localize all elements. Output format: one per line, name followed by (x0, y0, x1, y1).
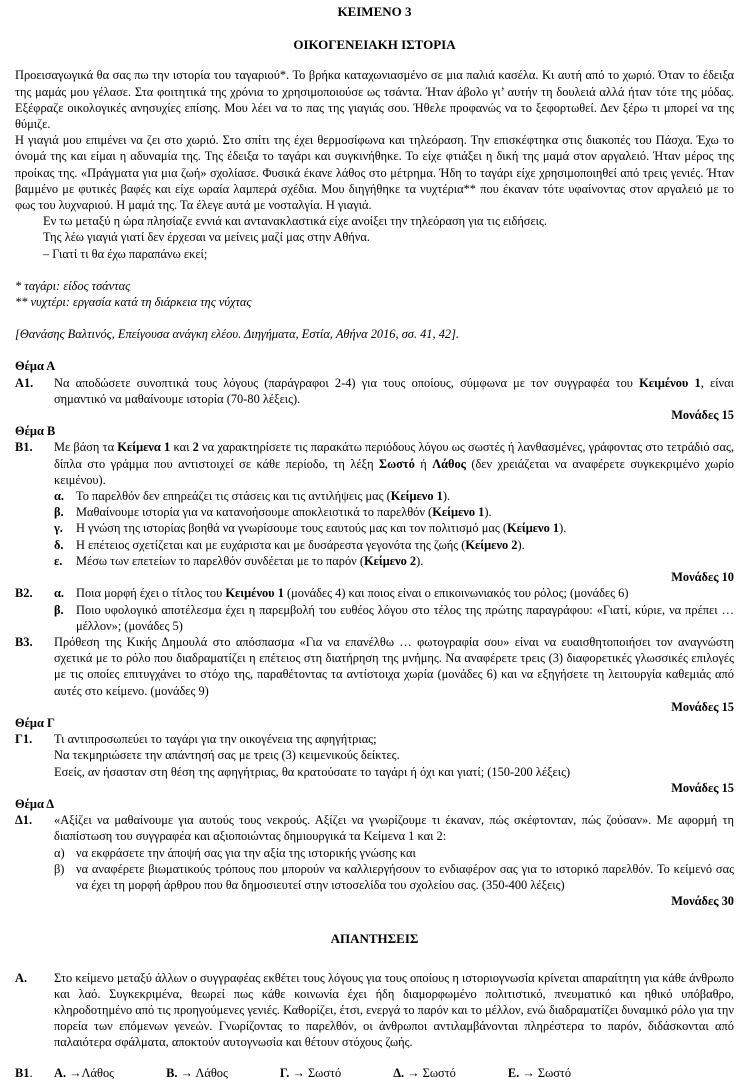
answer-number: Α. (15, 970, 28, 985)
dialogue-line-1: Εν τω μεταξύ η ώρα πλησίαζε εννιά και αντανακλαστικά είχε ανοίξει την τηλεόραση για τις ειδήσεις. (43, 214, 548, 229)
marks-label: Μονάδες 15 (671, 699, 734, 714)
dialogue-line-2: Της λέω γιαγιά γιατί δεν έρχεσαι να μείνεις μαζί μας στην Αθήνα. (43, 230, 370, 245)
answer-item: Δ. → Σωστό (393, 1065, 456, 1080)
answer-item: Α. →Λάθος (54, 1065, 115, 1080)
marks-label: Μονάδες 15 (671, 780, 734, 795)
question-text: Να αποδώσετε συνοπτικά τους λόγους (παράγραφοι 2-4) για τους οποίους, σύμφωνα με τον συγγραφέα του Κειμένου 1, είναι σημαντικό να μαθαίνουμε ιστορία (70-80 λέξεις). (54, 375, 734, 406)
story-heading: ΟΙΚΟΓΕΝΕΙΑΚΗ ΙΣΤΟΡΙΑ (293, 37, 456, 53)
list-item: α. Το παρελθόν δεν επηρεάζει τις στάσεις και τις αντιλήψεις μας (Κείμενο 1). (54, 489, 451, 504)
question-g1 (15, 731, 734, 780)
question-text: Τι αντιπροσωπεύει το ταγάρι για την οικογένεια της αφηγήτριας; Να τεκμηριώσετε την απάντησή σας με τρεις (3) κειμενικούς δείκτες. Εσείς, αν ήσασταν στη θέση της αφηγήτριας, θα κρατούσατε το ταγάρι ή όχι και γιατί; (150-200 λέξεις) (54, 732, 571, 779)
list-item: δ. Η επέτειος σχετίζεται και με ευχάριστα και με δυσάρεστα γεγονότα της ζωής (Κείμενο 2). (54, 537, 525, 552)
list-item: α) να εκφράσετε την άποψή σας για την αξία της ιστορικής γνώσης και (54, 845, 416, 860)
answer-item: Γ. → Σωστό (279, 1065, 342, 1080)
answer-number: Β1. (15, 1065, 33, 1080)
question-b2b: β. Ποιο υφολογικό αποτέλεσμα έχει η παρεμβολή του ευθέος λόγου στο τέλος της πρώτης παραγράφου: «Γιατί, κύριε, να πρέπει … μέλλον»; (μονάδες 5) (54, 602, 734, 633)
answer-item: Ε. → Σωστό (507, 1065, 572, 1080)
question-b3 (15, 634, 734, 699)
question-number: Β2. (15, 586, 33, 601)
list-item: ε. Μέσω των επετείων το παρελθόν συνδέεται με το παρόν (Κείμενο 2). (54, 553, 424, 568)
question-a1 (15, 375, 734, 407)
marks-label: Μονάδες 30 (671, 894, 734, 909)
question-text: Πρόθεση της Κικής Δημουλά στο απόσπασμα «Για να επανέλθω … φωτογραφία σου» είναι να ευαισθητοποιήσει τον αναγνώστη σχετικά με το ρόλο που διαδραματίζει η επέτειος στη διατήρηση της μνήμης. Να αναφέρετε τρεις (3) διαφορετικές γλωσσικές επιλογές με τις οποίες επιτυγχάνει το στόχο της, παραθέτοντας τα αντίστοιχα χωρία (μονάδες 6) και να εξηγήσετε τη λειτουργία καθεμιάς από αυτές στο κείμενο. (μονάδες 9) (54, 634, 734, 698)
answer-b1 (15, 1065, 734, 1081)
marks-label: Μονάδες 10 (671, 570, 734, 585)
answer-text: Στο κείμενο μεταξύ άλλων ο συγγραφέας εκθέτει τους λόγους για τους οποίους η ιστοριογνωσία κρίνεται απαραίτητη για κάθε άνθρωπο και λαό. Συγκεκριμένα, θεωρεί πως κάθε κοινωνία έχει ήδη διαμορφωμένο πολιτιστικό, πνευματικό και ηθικό υπόβαθρο, κληροδοτημένο από τις προηγούμενες γενιές. Καθορίζει, έτσι, ενεργά το παρόν και το μέλλον, ενώ διαδραματίζει δυναμικό ρόλο για την πορεία των επόμενων γενεών. Γνωρίζοντας το παρελθόν, οι άνθρωποι αντιλαμβάνονται πληρέστερα το παρόν, διδάσκονται από παλαιότερα σφάλματα, αποκτούν αυτογνωσία και θέτουν στόχους ζωής. (54, 970, 734, 1050)
list-item: β) να αναφέρετε βιωματικούς τρόπους που μπορούν να καλλιεργήσουν το ενδιαφέρον σας για το ιστορικό παρελθόν. Το κείμενό σας να έχει τη μορφή άρθρου που θα δημοσιευτεί στην ιστοσελίδα του σχολείου σας. (350-400 λέξεις) (54, 861, 734, 892)
answer-a (15, 970, 734, 1051)
footnote-2: ** νυχτέρι: εργασία κατά τη διάρκεια της νύχτας (15, 295, 252, 310)
theme-c-heading: Θέμα Γ (15, 715, 55, 730)
paragraph-2: Η γιαγιά μου επιμένει να ζει στο χωριό. Στο σπίτι της έχει θερμοσίφωνα και τηλεόραση. Την επισκέφτηκα στις διακοπές του Πάσχα. Έχω το όνομά της και είμαι η αδυναμία της. Της έδειξα το ταγάρι και συγκινήθηκε. Το είχε φτιάξει η δική της μαμά στον αργαλειό. Ήταν μέρος της προίκας της. «Πράγματα για μια ζωή» σχολίασε. Φυσικά έκανε λάθος στο μέτρημα. Ήδη το ταγάρι είχε χρησιμοποιηθεί από τρεις γενιές. Ήταν βαμμένο με φυτικές βαφές και είχε ωραία λαμπερά σχέδια. Μου διηγήθηκε τα νυχτέρια** που έκαναν τότε υφαίνοντας στον αργαλειό με το φως του λυχναριού. Η μαμά της. Τα έλεγε αυτά με νοσταλγία. Η γιαγιά. (15, 133, 734, 213)
theme-b-heading: Θέμα Β (15, 424, 56, 439)
dialogue-line-3: – Γιατί τι θα έχω παραπάνω εκεί; (43, 246, 208, 261)
source-citation: [Θανάσης Βαλτινός, Επείγουσα ανάγκη ελέου. Διηγήματα, Εστία, Αθήνα 2016, σσ. 41, 42]. (15, 327, 460, 342)
question-b1 (15, 439, 734, 488)
question-number: Δ1. (15, 813, 33, 828)
answer-item: Β. → Λάθος (166, 1065, 228, 1080)
marks-label: Μονάδες 15 (671, 408, 734, 423)
list-item: β. Μαθαίνουμε ιστορία για να κατανοήσουμε αποκλειστικά το παρελθόν (Κείμενο 1). (54, 505, 492, 520)
question-number: Β1. (15, 440, 33, 455)
question-text: Με βάση τα Κείμενα 1 και 2 να χαρακτηρίσετε τις παρακάτω περιόδους λόγου ως σωστές ή λανθασμένες, γράφοντας στο τετράδιό σας, δίπλα στο γράμμα που αντιστοιχεί σε κάθε περίοδο, τη λέξη Σωστό ή Λάθος (δεν χρειάζεται να αναφέρετε συγκεκριμένο χωρίο κειμένου). (54, 440, 734, 487)
theme-a-heading: Θέμα Α (15, 359, 56, 374)
question-b2a: Β2. α. Ποια μορφή έχει ο τίτλος του Κειμένου 1 (μονάδες 4) και ποιος είναι ο επικοινωνιακός του ρόλος; (μονάδες 6) (15, 586, 629, 601)
theme-d-heading: Θέμα Δ (15, 796, 55, 811)
question-number: Α1. (15, 375, 34, 390)
question-text: «Αξίζει να μαθαίνουμε για αυτούς τους νεκρούς. Αξίζει να γνωρίζουμε τι έκαναν, πώς σκέφτονταν, πώς ζούσαν». Με αφορμή τη διαπίστωση του συγγραφέα και αξιοποιώντας δημιουργικά τα Κείμενα 1 και 2: (54, 813, 734, 844)
question-d1 (15, 812, 734, 844)
paragraph-1: Προεισαγωγικά θα σας πω την ιστορία του ταγαριού*. Το βρήκα καταχωνιασμένο σε μια παλιά κασέλα. Κι αυτή από το χωριό. Όταν το έδειξα της μαμάς μου γέλασε. Στα φοιτητικά της χρόνια το χρησιμοποιούσε ως τσάντα. Ήταν άβολο γι’ αυτήν τη δουλειά αλλά ήταν τότε της μόδας. Εξέφραζε οικολογικές ανησυχίες επίσης. Μου λέει να το πας της γιαγιάς σου. Ήθελε προφανώς να το ξεφορτωθεί. Δεν ξέρω τι μπορεί να της θύμιζε. (15, 68, 734, 132)
text-title: ΚΕΙΜΕΝΟ 3 (337, 4, 412, 19)
footnote-1: * ταγάρι: είδος τσάντας (15, 278, 131, 293)
answers-heading: ΑΠΑΝΤΗΣΕΙΣ (330, 931, 419, 947)
question-number: Β3. (15, 634, 33, 649)
list-item: γ. Η γνώση της ιστορίας βοηθά να γνωρίσουμε τους εαυτούς μας και τον πολιτισμό μας (Κείμενο 1). (54, 521, 567, 536)
question-number: Γ1. (15, 732, 33, 747)
